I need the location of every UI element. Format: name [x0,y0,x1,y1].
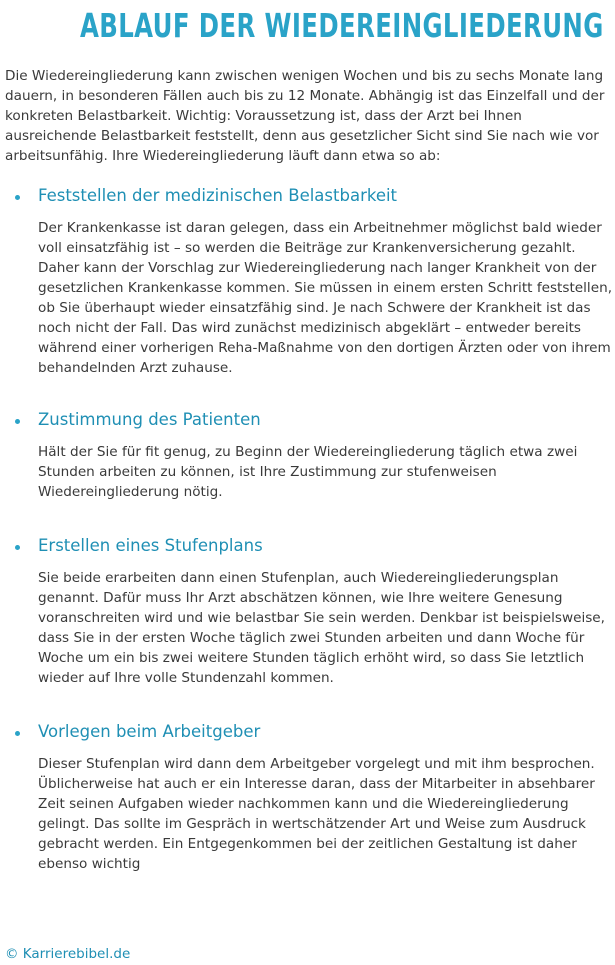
section-title: Erstellen eines Stufenplans [38,536,263,555]
bullet-icon [15,195,20,200]
bullet-icon [15,419,20,424]
section-stufenplan [0,534,615,688]
bullet-icon [15,545,20,550]
bullet-icon [15,731,20,736]
section-header [0,720,615,748]
section-header [0,534,615,562]
section-body: Sie beide erarbeiten dann einen Stufenplan, auch Wiedereingliederungsplan genannt. Dafür muss Ihr Arzt abschätzen können, wie Ihre weitere Genesung voranschreiten wird und wie belastbar Sie sein werden. Denkbar ist beispielsweise, dass Sie in der ersten Woche täglich zwei Stunden arbeiten und dann Woche für Woche um ein bis zwei weitere Stunden täglich erhöht wird, so dass Sie letztlich wieder auf Ihre volle Stundenzahl kommen. [38,570,605,686]
page-title: ABLAUF DER WIEDEREINGLIEDERUNG [79,6,604,45]
section-body: Der Krankenkasse ist daran gelegen, dass ein Arbeitnehmer möglichst bald wieder voll einsatzfähig ist – so werden die Beiträge zur Krankenversicherung gezahlt. Daher kann der Vorschlag zur Wiedereingliederung nach langer Krankheit von der gesetzlichen Krankenkasse kommen. Sie müssen in einem ersten Schritt feststellen, ob Sie überhaupt wieder einsatzfähig sind. Je nach Schwere der Krankheit ist das noch nicht der Fall. Das wird zunächst medizinisch abgeklärt – entweder bereits während einer vorherigen Reha-Maßnahme von den dortigen Ärzten oder von ihrem behandelnden Arzt zuhause. [38,220,613,376]
section-title: Zustimmung des Patienten [38,410,261,429]
section-header [0,408,615,436]
section-zustimmung [0,408,615,502]
section-body: Hält der Sie für fit genug, zu Beginn der Wiedereingliederung täglich etwa zwei Stunden arbeiten zu können, ist Ihre Zustimmung zur stufenweisen Wiedereingliederung nötig. [38,444,578,500]
intro-paragraph: Die Wiedereingliederung kann zwischen wenigen Wochen und bis zu sechs Monate lang dauern, in besonderen Fällen auch bis zu 12 Monate. Abhängig ist das Einzelfall und der konkreten Belastbarkeit. Wichtig: Voraussetzung ist, dass der Arzt bei Ihnen ausreichende Belastbarkeit feststellt, denn aus gesetzlicher Sicht sind Sie nach wie vor arbeitsunfähig. Ihre Wiedereingliederung läuft dann etwa so ab: [5,68,605,164]
section-belastbarkeit [0,184,615,378]
section-body: Dieser Stufenplan wird dann dem Arbeitgeber vorgelegt und mit ihm besprochen. Üblicherweise hat auch er ein Interesse daran, dass der Mitarbeiter in absehbarer Zeit seinen Aufgaben wieder nachkommen kann und die Wiedereingliederung gelingt. Das sollte im Gespräch in wertschätzender Art und Weise zum Ausdruck gebracht werden. Ein Entgegenkommen bei der zeitlichen Gestaltung ist daher ebenso wichtig [38,756,595,872]
section-title: Feststellen der medizinischen Belastbarkeit [38,186,398,205]
copyright-footer: © Karrierebibel.de [5,946,131,962]
section-header [0,184,615,212]
section-arbeitgeber [0,720,615,874]
section-title: Vorlegen beim Arbeitgeber [38,722,261,741]
